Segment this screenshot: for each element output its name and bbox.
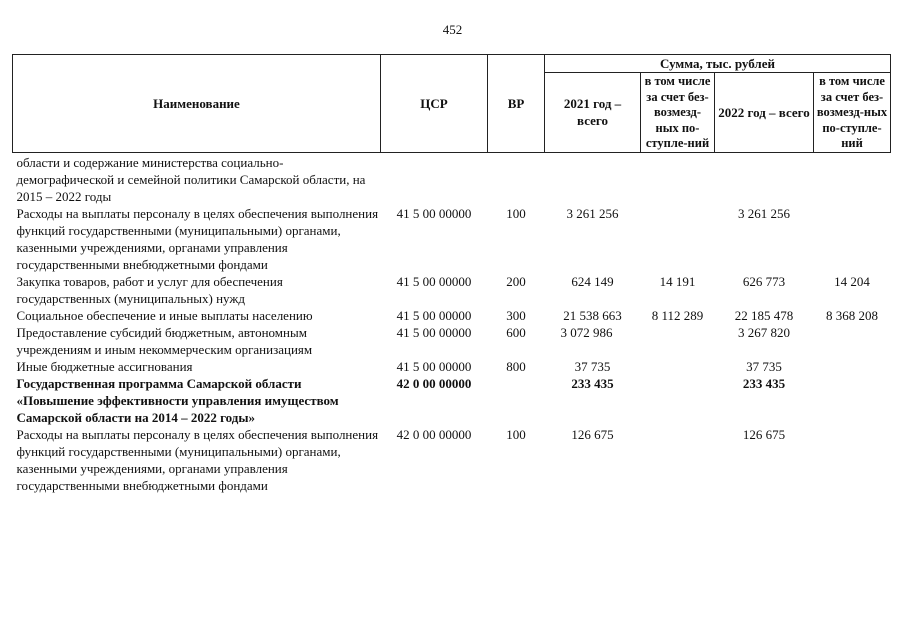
budget-table [12,54,891,494]
row-2022-gratuitous [814,152,891,205]
row-2021-gratuitous [641,375,715,426]
row-2022-total: 3 261 256 [738,205,790,221]
row-csr: 41 5 00 00000 [396,307,472,323]
header-2021-total: 2021 год – всего [545,73,641,153]
row-vr: 600 [506,324,526,340]
table-row [13,324,891,358]
header-vr: ВР [488,55,545,153]
row-csr: 42 0 00 00000 [396,426,472,442]
row-vr [488,152,545,205]
table-row [13,426,891,494]
row-2022-gratuitous [814,426,891,494]
row-2021-total: 21 538 663 [563,307,622,323]
table-row [13,307,891,324]
row-2021-total: 3 072 986 [560,324,613,340]
row-2021-gratuitous [641,324,715,358]
row-name: Социальное обеспечение и иные выплаты населению [16,307,313,323]
row-2022-total: 626 773 [742,273,786,289]
row-2021-total: 126 675 [571,426,614,442]
row-vr: 200 [506,273,526,289]
row-2022-gratuitous [814,205,891,273]
table-row [13,152,891,205]
row-2021-total: 3 261 256 [566,205,619,221]
row-csr [381,152,488,205]
page-number: 452 [442,22,463,37]
row-name: области и содержание министерства социально-демографической и семейной политики Самарской области, на 2015 – 2022 годы [16,154,366,204]
row-2021-gratuitous [641,426,715,494]
header-name: Наименование [13,55,381,153]
row-2022-gratuitous: 8 368 208 [826,307,878,323]
row-vr: 100 [506,426,526,442]
row-2022-gratuitous [814,324,891,358]
header-2022-total: 2022 год – всего [715,73,814,153]
row-2021-total: 37 735 [574,358,611,374]
row-2021-gratuitous [641,358,715,375]
table-row-program [13,375,891,426]
row-2022-total [715,152,814,205]
header-2022-gratuitous: в том числе за счет без-возмезд-ных по-ступле-ний [814,73,891,153]
header-sum-group: Сумма, тыс. рублей [545,55,891,73]
row-csr: 41 5 00 00000 [396,273,472,289]
row-csr: 41 5 00 00000 [396,358,472,374]
row-vr: 800 [506,358,526,374]
row-2021-gratuitous: 14 191 [659,273,696,289]
table-row [13,273,891,307]
table-row [13,205,891,273]
row-2022-gratuitous [814,375,891,426]
header-2021-gratuitous: в том числе за счет без-возмезд-ных по-ступле-ний [641,73,715,153]
row-csr: 41 5 00 00000 [396,205,472,221]
row-2022-total: 126 675 [742,426,786,442]
row-2022-gratuitous: 14 204 [834,273,870,289]
header-csr: ЦСР [381,55,488,153]
row-name: Иные бюджетные ассигнования [16,358,193,374]
row-vr: 300 [506,307,526,323]
row-csr: 41 5 00 00000 [396,324,472,340]
row-2022-gratuitous [814,358,891,375]
row-name: Расходы на выплаты персоналу в целях обеспечения выполнения функций государственными (муниципальными) органами, казенными учреждениями, органами управления государственными внебюджетными фондами [16,205,379,272]
row-2021-total [545,152,641,205]
row-name: Расходы на выплаты персоналу в целях обеспечения выполнения функций государственными (муниципальными) органами, казенными учреждениями, органами управления государственными внебюджетными фондами [16,426,379,493]
row-2022-total: 3 267 820 [738,324,790,340]
row-2022-total: 37 735 [746,358,782,374]
row-name: Государственная программа Самарской области «Повышение эффективности управления имуществом Самарской области на 2014 – 2022 годы» [16,375,339,425]
row-2021-total: 624 149 [571,273,614,289]
table-row [13,358,891,375]
row-csr: 42 0 00 00000 [396,375,472,391]
row-2021-gratuitous: 8 112 289 [651,307,704,323]
row-2021-gratuitous [641,152,715,205]
row-vr: 100 [506,205,526,221]
row-2022-total: 22 185 478 [734,307,794,323]
row-name: Закупка товаров, работ и услуг для обеспечения государственных (муниципальных) нужд [16,273,283,306]
row-name: Предоставление субсидий бюджетным, автономным учреждениям и иным некоммерческим организациям [16,324,313,357]
row-vr [488,375,545,426]
row-2022-total: 233 435 [742,375,786,391]
row-2021-gratuitous [641,205,715,273]
row-2021-total: 233 435 [571,375,614,391]
